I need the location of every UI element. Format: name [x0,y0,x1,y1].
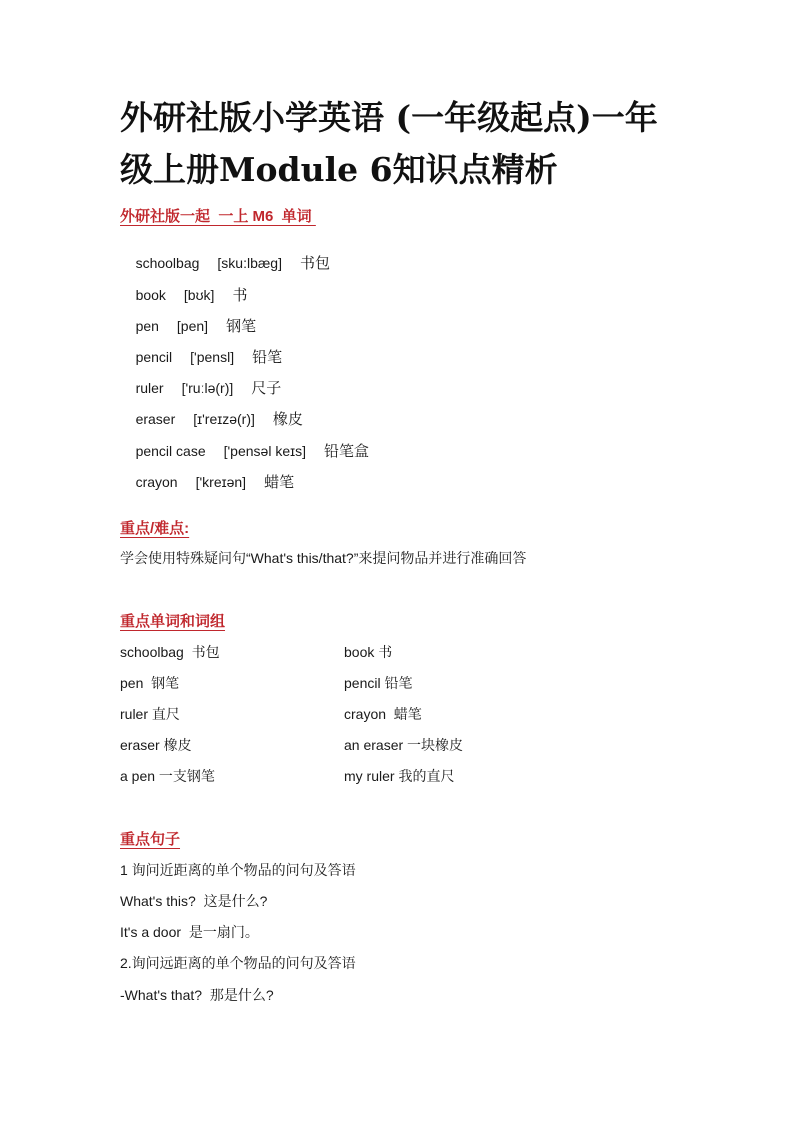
key-word-right: my ruler 我的直尺 [344,768,455,784]
vocab-cn: 尺子 [251,380,282,397]
key-word-right: book 书 [344,644,393,660]
vocab-ipa: ['kreɪən] [195,474,247,490]
vocab-heading: 外研社版一起 一上 M6 单词 [120,208,316,225]
title-line-2: 级上册Module 6知识点精析 [120,150,558,189]
vocab-ipa: [sku:lbæɡ] [217,255,282,271]
vocab-ipa: [bʊk] [183,287,215,303]
key-words-heading: 重点单词和词组 [120,613,226,630]
key-points-heading: 重点/难点: [120,520,190,537]
vocab-ipa: ['pensl] [190,349,235,365]
sentence-line: 2.询问远距离的单个物品的问句及答语 [120,955,356,971]
vocab-word: schoolbag [135,255,200,271]
key-sentences-heading: 重点句子 [120,831,181,848]
vocab-word: pen [135,318,159,334]
vocab-word: eraser [135,411,176,427]
vocab-cn: 橡皮 [272,411,303,428]
vocab-ipa: ['pensəl keɪs] [223,443,306,459]
vocab-word: pencil [135,349,173,365]
vocab-word: pencil case [135,443,206,459]
title-line-1: 外研社版小学英语 (一年级起点)一年 [120,98,658,137]
key-word-left: ruler 直尺 [120,706,180,722]
vocab-cn: 书 [232,287,248,304]
key-word-left: pen 钢笔 [120,675,180,691]
vocab-ipa: [pen] [176,318,209,334]
vocab-cn: 书包 [299,255,330,272]
sentence-line: -What's that? 那是什么? [120,987,274,1003]
vocab-cn: 铅笔 [252,349,283,366]
key-word-left: eraser 橡皮 [120,737,192,753]
vocab-cn: 铅笔盒 [323,443,369,460]
key-word-right: pencil 铅笔 [344,675,413,691]
vocab-word: crayon [135,474,178,490]
vocab-cn: 蜡笔 [264,474,295,491]
key-word-right: crayon 蜡笔 [344,706,422,722]
sentence-line: It's a door 是一扇门。 [120,924,259,940]
key-word-left: schoolbag 书包 [120,644,220,660]
vocab-ipa: [ɪ'reɪzə(r)] [193,411,255,427]
document-title [120,92,720,196]
vocab-row [120,455,312,508]
vocab-ipa: ['ruːlə(r)] [181,380,234,396]
vocab-word: ruler [135,380,164,396]
key-word-left: a pen 一支钢笔 [120,768,215,784]
sentence-line: 1 询问近距离的单个物品的问句及答语 [120,862,356,878]
vocab-word: book [135,287,166,303]
key-points-text: 学会使用特殊疑问句“What's this/that?”来提问物品并进行准确回答 [120,550,527,566]
vocab-cn: 钢笔 [226,318,257,335]
sentence-line: What's this? 这是什么? [120,893,268,909]
key-word-right: an eraser 一块橡皮 [344,737,464,753]
